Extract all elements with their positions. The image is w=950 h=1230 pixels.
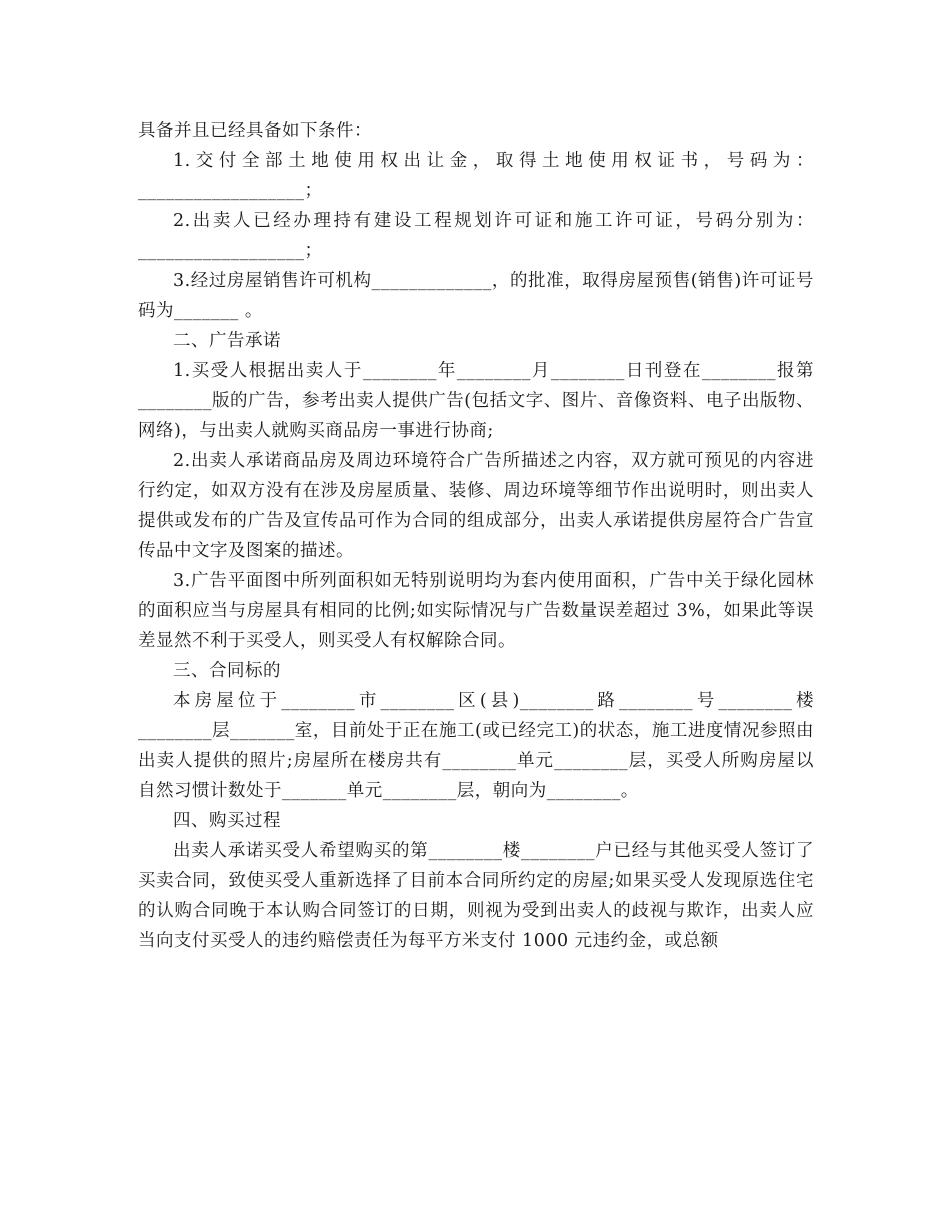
paragraph-ad-1: 1.买受人根据出卖人于________年________月________日刊登在________报第________版的广告，参考出卖人提供广告(包括文字、图片、音像资料、电子出版物、网络)，与出卖人就购买商品房一事进行协商;	[138, 361, 814, 441]
paragraph-ad-2: 2.出卖人承诺商品房及周边环境符合广告所描述之内容，双方就可预见的内容进行约定，如双方没有在涉及房屋质量、装修、周边环境等细节作出说明时，则出卖人提供或发布的广告及宣传品可作为合同的组成部分，出卖人承诺提供房屋符合广告宣传品中文字及图案的描述。	[138, 451, 814, 561]
paragraph-condition-3: 3.经过房屋销售许可机构_____________，的批准，取得房屋预售(销售)许可证号码为_______ 。	[138, 271, 814, 321]
paragraph-condition-1: 1.交付全部土地使用权出让金，取得土地使用权证书，号码为：__________________；	[138, 151, 814, 201]
section-heading-contract-subject: 三、合同标的	[173, 661, 281, 681]
paragraph-condition-2: 2.出卖人已经办理持有建设工程规划许可证和施工许可证，号码分别为：__________________；	[138, 211, 814, 261]
section-heading-advertising: 二、广告承诺	[173, 331, 281, 351]
paragraph-purchase: 出卖人承诺买受人希望购买的第________楼________户已经与其他买受人签订了买卖合同，致使买受人重新选择了目前本合同所约定的房屋;如果买受人发现原选住宅的认购合同晚于本认购合同签订的日期，则视为受到出卖人的歧视与欺诈，出卖人应当向支付买受人的违约赔偿责任为每平方米支付 1000 元违约金，或总额	[138, 841, 814, 951]
section-heading-purchase-process: 四、购买过程	[173, 811, 281, 831]
paragraph-ad-3: 3.广告平面图中所列面积如无特别说明均为套内使用面积，广告中关于绿化园林的面积应当与房屋具有相同的比例;如实际情况与广告数量误差超过 3%，如果此等误差显然不利于买受人，则买受人有权解除合同。	[138, 571, 814, 651]
paragraph-subject: 本房屋位于________市________区(县)________路________号________楼________层_______室，目前处于正在施工(或已经完工)的状态，施工进度情况参照由出卖人提供的照片;房屋所在楼房共有________单元________层，买受人所购房屋以自然习惯计数处于_______单元________层，朝向为________。	[138, 691, 814, 801]
paragraph-intro-conditions: 具备并且已经具备如下条件：	[138, 121, 372, 141]
document-body	[138, 116, 814, 956]
